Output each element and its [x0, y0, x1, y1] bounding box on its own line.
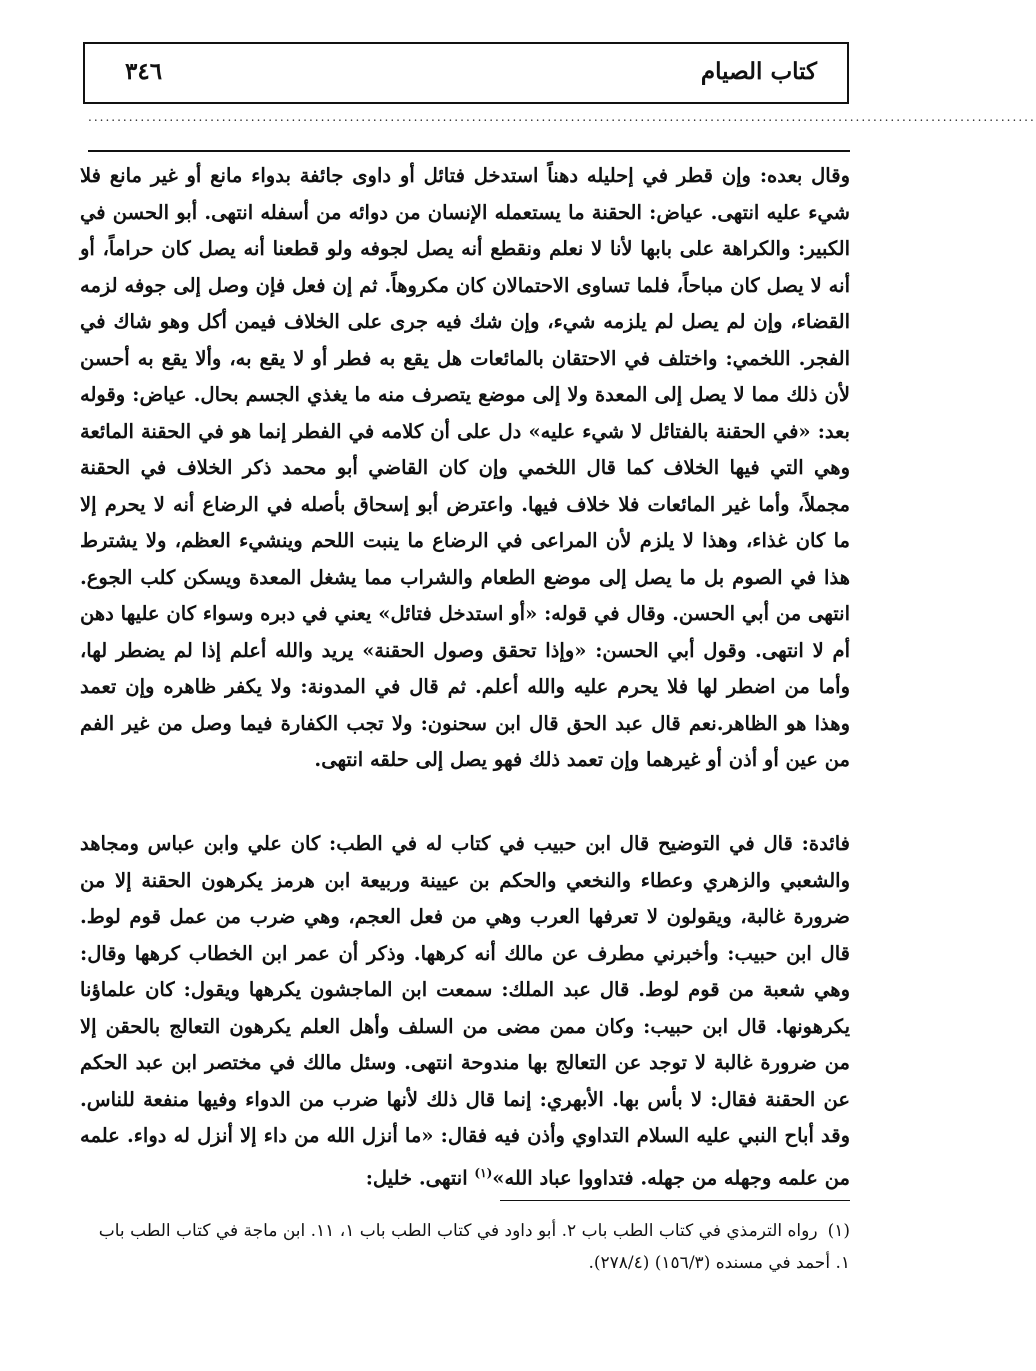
footnote — [80, 1215, 850, 1279]
paragraph-faida-text: فائدة: قال في التوضيح قال ابن حبيب في كتاب له في الطب: كان علي وابن عباس ومجاهد والشعبي والزهري وعطاء والنخعي والحكم بن عيينة وربيعة ابن هرمز يكرهون الحقنة إلا من ضرورة غالبة، ويقولون لا تعرفها العرب وهي من فعل العجم، وهي ضرب من عمل قوم لوط. قال ابن حبيب: وأخبرني مطرف عن مالك أنه كرهها. وذكر أن عمر ابن الخطاب كرهها وقال: وهي شعبة من قوم لوط. قال عبد الملك: سمعت ابن الماجشون يكرهها ويقول: كان علماؤنا يكرهونها. قال ابن حبيب: وكان ممن مضى من السلف وأهل العلم يكرهون التعالج بالحقن إلا من ضرورة غالبة لا توجد عن التعالج بها مندوحة انتهى. وسئل مالك في مختصر ابن عبد الحكم عن الحقنة فقال: لا بأس بها. الأبهري: إنما قال ذلك لأنها ضرب من الدواء وفيها منفعة للناس. وقد أباح النبي عليه السلام التداوي وأذن فيه فقال: «ما أنزل الله من داء إلا أنزل له دواء. علمه من علمه وجهله من جهله. فتداووا عباد الله» — [80, 832, 850, 1189]
chapter-title: كتاب الصيام — [700, 58, 817, 85]
footnote-text: رواه الترمذي في كتاب الطب باب ٢. أبو داود في كتاب الطب باب ١، ١١. ابن ماجة في كتاب الطب باب ١. أحمد في مسنده (١٥٦/٣) (٢٧٨/٤). — [98, 1221, 850, 1273]
header-rule — [88, 150, 850, 152]
paragraph-faida — [80, 826, 850, 1197]
footnote-reference[interactable]: (١) — [474, 1165, 493, 1180]
paragraph-main: وقال بعده: وإن قطر في إحليله دهناً استدخل فتائل أو داوى جائفة بدواء مانع أو غير مانع فلا شيء عليه انتهى. عياض: الحقنة ما يستعمله الإنسان من دوائه من أسفله انتهى. أبو الحسن في الكبير: والكراهة على بابها لأنا لا نعلم ونقطع أنه يصل لجوفه ولو قطعنا أنه يصل كان حراماً، أو أنه لا يصل كان مباحاً، فلما تساوى الاحتمالان كان مكروهاً. ثم إن فعل فإن وصل إلى جوفه لزمه القضاء، وإن لم يصل لم يلزمه شيء، وإن شك فيه جرى على الخلاف فيمن أكل وهو شاك في الفجر. اللخمي: واختلف في الاحتقان بالمائعات هل يقع به فطر أو لا يقع به، وألا يقع به أحسن لأن ذلك مما لا يصل إلى المعدة ولا إلى موضع يتصرف منه ما يغذي الجسم بحال. عياض: وقوله بعد: «في الحقنة بالفتائل لا شيء عليه» دل على أن كلامه في الفطر إنما هو في الحقنة المائعة وهي التي فيها الخلاف كما قال اللخمي وإن كان القاضي أبو محمد ذكر الخلاف في الحقنة مجملاً، وأما غير المائعات فلا خلاف فيها. واعترض أبو إسحاق بأصله في الرضاع أنه لا يحرم إلا ما كان غذاء، وهذا لا يلزم لأن المراعى في الرضاع ما ينبت اللحم وينشيء العظم، ولا يشترط هذا في الصوم بل ما يصل إلى موضع الطعام والشراب مما يشغل المعدة ويسكن كلب الجوع. انتهى من أبي الحسن. وقال في قوله: «أو استدخل فتائل» يعني في دبره وسواء كان عليها دهن أم لا انتهى. وقول أبي الحسن: «وإذا تحقق وصول الحقنة» يريد والله أعلم إذا لم يضطر لها، وأما من اضطر لها فلا يحرم عليه والله أعلم. ثم قال في المدونة: ولا يكفر ظاهره وإن تعمد وهذا هو الظاهر.نعم قال عبد الحق قال ابن سحنون: ولا تجب الكفارة فيما وصل من غير الفم من عين أو أذن أو غيرهما وإن تعمد ذلك فهو يصل إلى حلقه انتهى. — [80, 164, 850, 771]
paragraph-faida-tail: انتهى. خليل: — [365, 1166, 475, 1189]
page-number: ٣٤٦ — [125, 58, 163, 85]
footnote-marker: (١) — [827, 1221, 850, 1241]
dotted-separator: ................................................................................................................................................................... — [88, 110, 1036, 124]
footnote-rule — [500, 1200, 850, 1201]
running-header — [83, 42, 849, 104]
